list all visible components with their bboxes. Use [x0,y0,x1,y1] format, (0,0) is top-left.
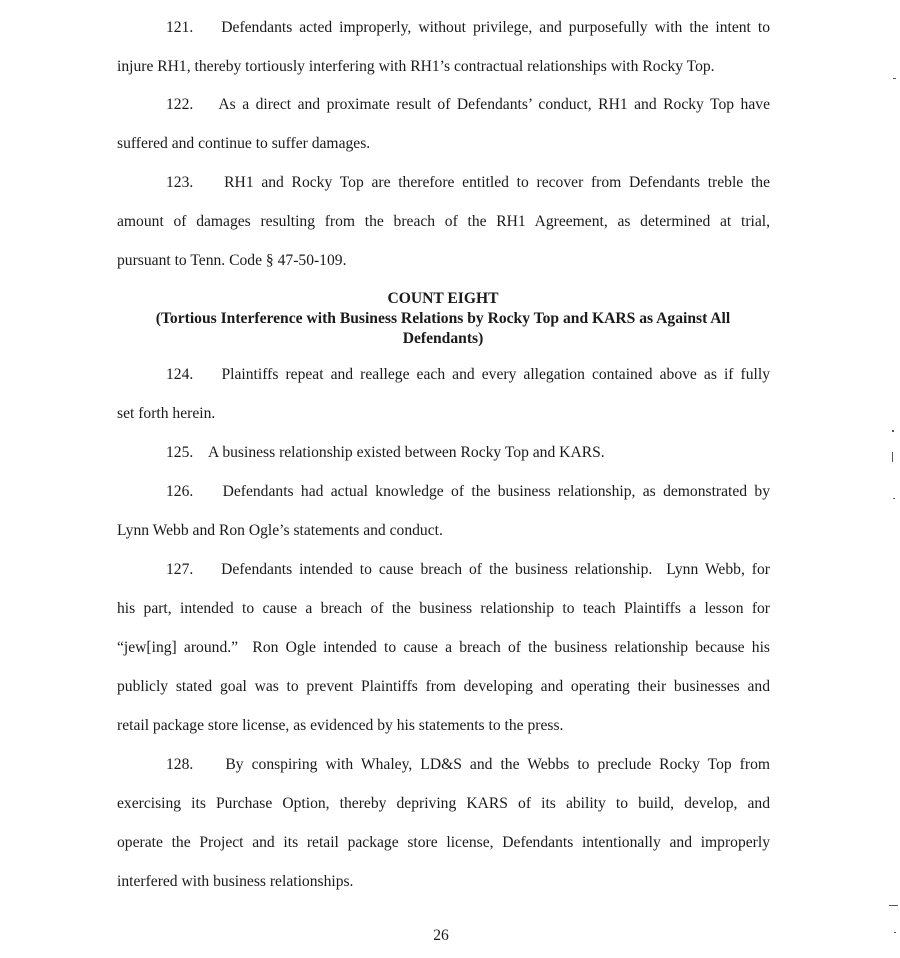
count-heading-subtitle-line-2: Defendants) [402,330,484,347]
paragraph-127-line-1: 127. Defendants intended to cause breach of the business relationship. Lynn Webb, for [166,561,770,578]
paragraph-121-line-1: 121. Defendants acted improperly, without privilege, and purposefully with the intent to [166,19,770,36]
scan-mark [892,452,893,462]
paragraph-126-line-1: 126. Defendants had actual knowledge of the business relationship, as demonstrated by [166,483,770,500]
count-heading-title: COUNT EIGHT [387,290,499,307]
scan-mark [892,430,894,432]
paragraph-127-line-4: publicly stated goal was to prevent Plaintiffs from developing and operating their businesses and [117,678,770,695]
paragraph-128-line-2: exercising its Purchase Option, thereby depriving KARS of its ability to build, develop, and [117,795,770,812]
paragraph-121-line-2: injure RH1, thereby tortiously interfering with RH1’s contractual relationships with Rocky Top. [117,58,715,75]
paragraph-123-line-3: pursuant to Tenn. Code § 47-50-109. [117,252,347,269]
scan-mark [893,78,896,79]
scan-mark [894,932,896,933]
paragraph-122-line-2: suffered and continue to suffer damages. [117,135,371,152]
paragraph-124-line-2: set forth herein. [117,405,216,422]
paragraph-127-line-5: retail package store license, as evidenced by his statements to the press. [117,717,564,734]
paragraph-128-line-4: interfered with business relationships. [117,873,354,890]
paragraph-128-line-1: 128. By conspiring with Whaley, LD&S and the Webbs to preclude Rocky Top from [166,756,770,773]
paragraph-123-line-1: 123. RH1 and Rocky Top are therefore entitled to recover from Defendants treble the [166,174,770,191]
paragraph-125-line-1: 125. A business relationship existed between Rocky Top and KARS. [166,444,605,461]
paragraph-123-line-2: amount of damages resulting from the breach of the RH1 Agreement, as determined at trial, [117,213,770,230]
paragraph-127-line-3: “jew[ing] around.” Ron Ogle intended to cause a breach of the business relationship because his [117,639,770,656]
paragraph-126-line-2: Lynn Webb and Ron Ogle’s statements and conduct. [117,522,443,539]
paragraph-122-line-1: 122. As a direct and proximate result of Defendants’ conduct, RH1 and Rocky Top have [166,96,770,113]
page-number: 26 [433,927,449,944]
paragraph-128-line-3: operate the Project and its retail package store license, Defendants intentionally and improperly [117,834,770,851]
count-heading-subtitle-line-1: (Tortious Interference with Business Relations by Rocky Top and KARS as Against All [155,310,731,327]
scan-mark [893,498,895,499]
paragraph-124-line-1: 124. Plaintiffs repeat and reallege each and every allegation contained above as if fully [166,366,770,383]
scan-mark [889,905,898,906]
paragraph-127-line-2: his part, intended to cause a breach of the business relationship to teach Plaintiffs a lesson for [117,600,770,617]
